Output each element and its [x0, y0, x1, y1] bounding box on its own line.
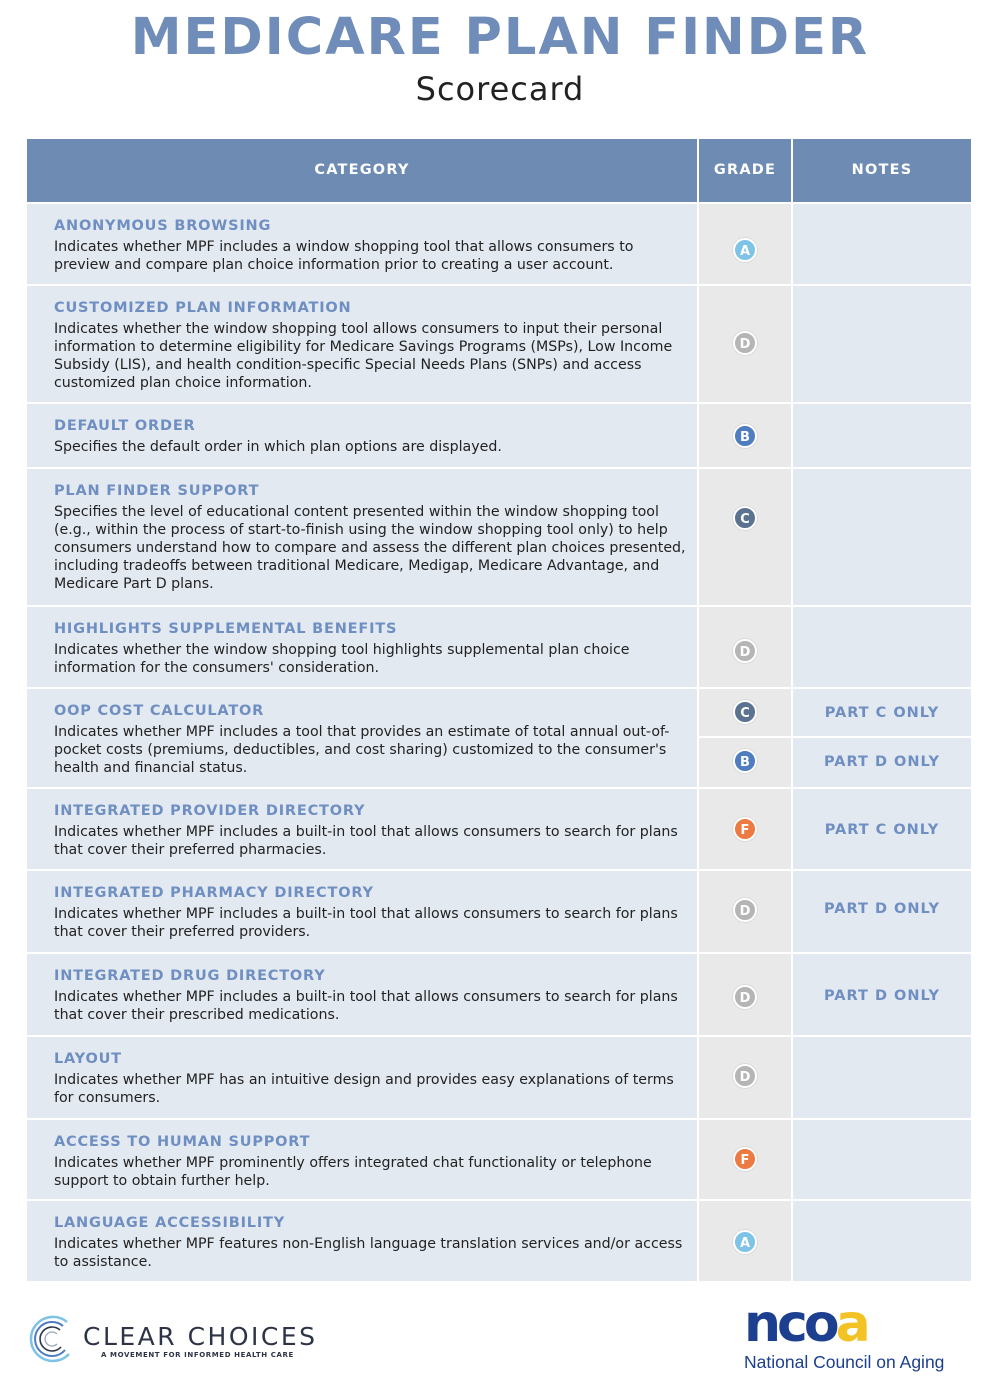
category-title: DEFAULT ORDER	[54, 418, 196, 434]
notes-text: PART D ONLY	[824, 901, 940, 917]
category-description: Indicates whether MPF includes a tool that provides an estimate of total annual out-of-pocket costs (premiums, deductibles, and cost sharing) customized to the consumer's health and financial status.	[54, 724, 670, 776]
category-title: LANGUAGE ACCESSIBILITY	[54, 1215, 286, 1231]
ncoa-name: National Council on Aging	[744, 1352, 945, 1372]
table-header	[27, 139, 971, 202]
column-header-category: CATEGORY	[314, 162, 410, 178]
notes-text: PART D ONLY	[824, 988, 940, 1004]
category-description: Indicates whether the window shopping tool allows consumers to input their personal information to determine eligibility for Medicare Savings Programs (MSPs), Low Income Subsidy (LIS), and health condition-specific Special Needs Plans (SNPs) and access customized plan choice information.	[54, 321, 673, 391]
category-title: OOP COST CALCULATOR	[54, 703, 265, 719]
category-description: Indicates whether MPF has an intuitive design and provides easy explanations of terms for consumers.	[54, 1072, 674, 1106]
clear-choices-tagline: A MOVEMENT FOR INFORMED HEALTH CARE	[101, 1351, 294, 1359]
scorecard-table	[27, 139, 971, 1281]
category-title: INTEGRATED PROVIDER DIRECTORY	[54, 803, 366, 819]
category-title: ACCESS TO HUMAN SUPPORT	[54, 1134, 311, 1150]
grade-badge: F	[733, 1147, 757, 1171]
page-title: MEDICARE PLAN FINDER	[130, 8, 870, 67]
table-row	[27, 469, 971, 605]
category-description: Indicates whether MPF includes a built-in tool that allows consumers to search for plans that cover their preferred pharmacies.	[54, 824, 678, 858]
notes-cell	[793, 404, 971, 467]
notes-cell	[793, 1201, 971, 1281]
category-description: Specifies the level of educational content presented within the window shopping tool (e.g., within the process of start-to-finish using the window shopping tool only) to help consumers understand how to compare and assess the different plan choices presented, including tradeoffs between traditional Medicare, Medigap, Medicare Advantage, and Medicare Part D plans.	[54, 504, 686, 592]
ncoa-wordmark: ncoa	[744, 1294, 867, 1354]
notes-cell	[793, 204, 971, 284]
table-row	[27, 286, 971, 402]
clear-choices-logo	[27, 1312, 317, 1368]
category-description: Indicates whether MPF includes a built-in tool that allows consumers to search for plans that cover their prescribed medications.	[54, 989, 678, 1023]
notes-cell	[793, 607, 971, 687]
grade-badge: C	[733, 700, 757, 724]
category-title: PLAN FINDER SUPPORT	[54, 483, 260, 499]
category-title: INTEGRATED PHARMACY DIRECTORY	[54, 885, 374, 901]
grade-badge: A	[733, 238, 757, 262]
grade-badge: A	[733, 1230, 757, 1254]
table-row	[27, 1201, 971, 1281]
category-title: LAYOUT	[54, 1051, 122, 1067]
table-row	[27, 789, 971, 869]
grade-badge: D	[733, 331, 757, 355]
ncoa-logo	[740, 1294, 980, 1382]
clear-choices-swirl-icon	[27, 1312, 77, 1366]
category-description: Indicates whether MPF includes a window shopping tool that allows consumers to preview and compare plan choice information prior to creating a user account.	[54, 239, 634, 273]
notes-text: PART C ONLY	[824, 822, 940, 838]
page-subtitle: Scorecard	[415, 70, 585, 108]
category-title: INTEGRATED DRUG DIRECTORY	[54, 968, 326, 984]
notes-text: PART C ONLY	[824, 705, 940, 721]
grade-badge: D	[733, 985, 757, 1009]
grade-badge: B	[733, 424, 757, 448]
category-title: ANONYMOUS BROWSING	[54, 218, 272, 234]
notes-cell	[793, 1120, 971, 1199]
category-description: Indicates whether the window shopping tool highlights supplemental plan choice information for the consumers' consideration.	[54, 642, 630, 676]
table-row	[27, 1120, 971, 1199]
grade-badge: D	[733, 639, 757, 663]
table-row	[27, 1037, 971, 1118]
notes-cell	[793, 1037, 971, 1118]
table-row	[27, 871, 971, 952]
table-row	[27, 404, 971, 467]
grade-badge: F	[733, 817, 757, 841]
grade-badge: B	[733, 749, 757, 773]
column-header-notes: NOTES	[851, 162, 913, 178]
category-title: HIGHLIGHTS SUPPLEMENTAL BENEFITS	[54, 621, 398, 637]
clear-choices-name: CLEAR CHOICES	[83, 1322, 318, 1351]
category-description: Indicates whether MPF includes a built-in tool that allows consumers to search for plans that cover their preferred providers.	[54, 906, 678, 940]
notes-cell	[793, 286, 971, 402]
table-row	[27, 689, 971, 787]
grade-badge: C	[733, 506, 757, 530]
notes-text: PART D ONLY	[824, 754, 940, 770]
category-description: Indicates whether MPF prominently offers integrated chat functionality or telephone support to obtain further help.	[54, 1155, 652, 1189]
table-row	[27, 204, 971, 284]
category-title: CUSTOMIZED PLAN INFORMATION	[54, 300, 352, 316]
table-row	[27, 607, 971, 687]
grade-badge: D	[733, 1064, 757, 1088]
column-header-grade: GRADE	[713, 162, 777, 178]
notes-cell	[793, 469, 971, 605]
category-description: Specifies the default order in which plan options are displayed.	[54, 439, 502, 455]
category-description: Indicates whether MPF features non-English language translation services and/or access to assistance.	[54, 1236, 683, 1270]
grade-badge: D	[733, 898, 757, 922]
table-row	[27, 954, 971, 1035]
